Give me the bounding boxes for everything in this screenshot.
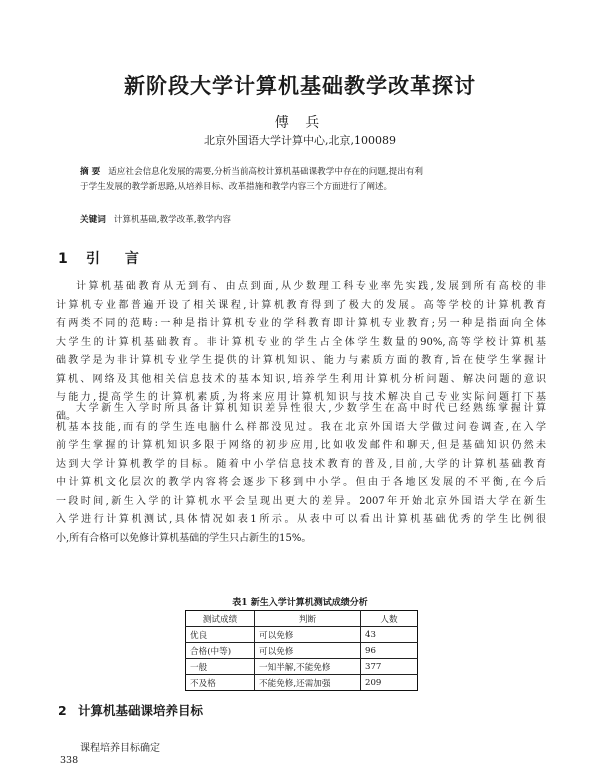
- table-header-cell: 判断: [255, 611, 361, 627]
- paragraph-line: 机基本技能,而有的学生连电脑什么样都没见过。我在北京外国语大学做过问卷调查,在入学: [56, 421, 546, 433]
- paragraph-line: 达到大学计算机教学的目标。随着中小学信息技术教育的普及,目前,大学的计算机基础教育: [56, 458, 546, 470]
- table-caption: 表1 新生入学计算机测试成绩分析: [232, 598, 368, 608]
- paragraph-line: 一段时间,新生入学的计算机水平会呈现出更大的差异。2007年开始北京外国语大学在新生: [56, 495, 546, 507]
- paragraph-2: [56, 400, 546, 548]
- table-header-cell: 人数: [361, 611, 418, 627]
- section-2-heading: [58, 701, 203, 719]
- subheading: 课程培养目标确定: [80, 743, 160, 754]
- section-number: 1: [58, 251, 68, 267]
- paper-title: 新阶段大学计算机基础教学改革探讨: [124, 74, 476, 98]
- abstract-line: 于学生发展的教学新思路,从培养目标、改革措施和教学内容三个方面进行了阐述。: [80, 182, 393, 192]
- paragraph-line: 与能力,提高学生的计算机素质,为将来应用计算机知识与技术解决自己专业实际问题打下基: [56, 392, 546, 403]
- table-cell: 一知半解,不能免修: [255, 659, 361, 675]
- paragraph-line: 有两类不同的范畴:一种是指计算机专业的学科教育即计算机专业教育;另一种是指面向全体: [56, 318, 546, 329]
- abstract-block: [80, 165, 525, 195]
- table-cell: 可以免修: [255, 627, 361, 643]
- table-cell: 209: [361, 675, 418, 691]
- table-cell: 不及格: [186, 675, 255, 691]
- table-cell: 377: [361, 659, 418, 675]
- section-1-heading: [58, 248, 149, 268]
- paragraph-line: 大学生的计算机基础教育。非计算机专业的学生占全体学生数量的90%,高等学校计算机基: [56, 336, 546, 348]
- abstract-line: 摘 要 适应社会信息化发展的需要,分析当前高校计算机基础课教学中存在的问题,提出有利: [80, 167, 424, 177]
- section-number: 2: [58, 703, 67, 718]
- table-cell: 一般: [186, 659, 255, 675]
- table-cell: 43: [361, 627, 418, 643]
- paragraph-line: 大学新生入学时所具备计算机知识差异性很大,少数学生在高中时代已经熟练掌握计算: [76, 403, 546, 414]
- page-number: 338: [60, 755, 79, 766]
- paragraph-line: 计算机专业都普遍开设了相关课程,计算机教育得到了极大的发展。高等学校的计算机教育: [56, 299, 546, 311]
- section-title: 计算机基础课培养目标: [78, 703, 204, 718]
- abstract-label: 摘 要: [80, 167, 101, 177]
- paragraph-line: 础。: [56, 410, 76, 422]
- author-affiliation: 北京外国语大学计算中心,北京,100089: [204, 134, 396, 147]
- table-cell: 优良: [186, 627, 255, 643]
- keywords-line: [80, 213, 231, 225]
- paragraph-line: 前学生掌握的计算机知识多限于网络的初步应用,比如收发邮件和聊天,但是基础知识仍然未: [56, 440, 546, 451]
- table-row: [186, 627, 418, 643]
- table-header-cell: 测试成绩: [186, 611, 255, 627]
- keywords-text: 计算机基础,教学改革,教学内容: [113, 215, 231, 225]
- table-cell: 合格(中等): [186, 643, 255, 659]
- paragraph-line: 算机、网络及其他相关信息技术的基本知识,培养学生利用计算机分析问题、解决问题的意识: [56, 373, 546, 385]
- keywords-label: 关键词: [80, 215, 106, 225]
- section-title: 引 言: [86, 251, 149, 267]
- table-header-row: [186, 611, 418, 627]
- paragraph-line: 入学进行计算机测试,具体情况如表1所示。从表中可以看出计算机基础优秀的学生比例很: [56, 514, 546, 525]
- paragraph-line: 中计算机文化层次的教学内容将会逐步下移到中小学。但由于各地区发展的不平衡,在今后: [56, 477, 546, 488]
- author-name: 傅 兵: [274, 115, 326, 131]
- table-row: [186, 643, 418, 659]
- paragraph-line: 计算机基础教育从无到有、由点到面,从少数理工科专业率先实践,发展到所有高校的非: [76, 281, 546, 292]
- table-row: [186, 675, 418, 691]
- score-table: [185, 610, 418, 691]
- paragraph-line: 小,所有合格可以免修计算机基础的学生只占新生的15%。: [56, 532, 312, 544]
- paragraph-line: 础教学是为非计算机专业学生提供的计算机知识、能力与素质方面的教育,旨在使学生掌握计: [56, 355, 546, 366]
- table-cell: 可以免修: [255, 643, 361, 659]
- table-cell: 不能免修,还需加强: [255, 675, 361, 691]
- table-row: [186, 659, 418, 675]
- table-cell: 96: [361, 643, 418, 659]
